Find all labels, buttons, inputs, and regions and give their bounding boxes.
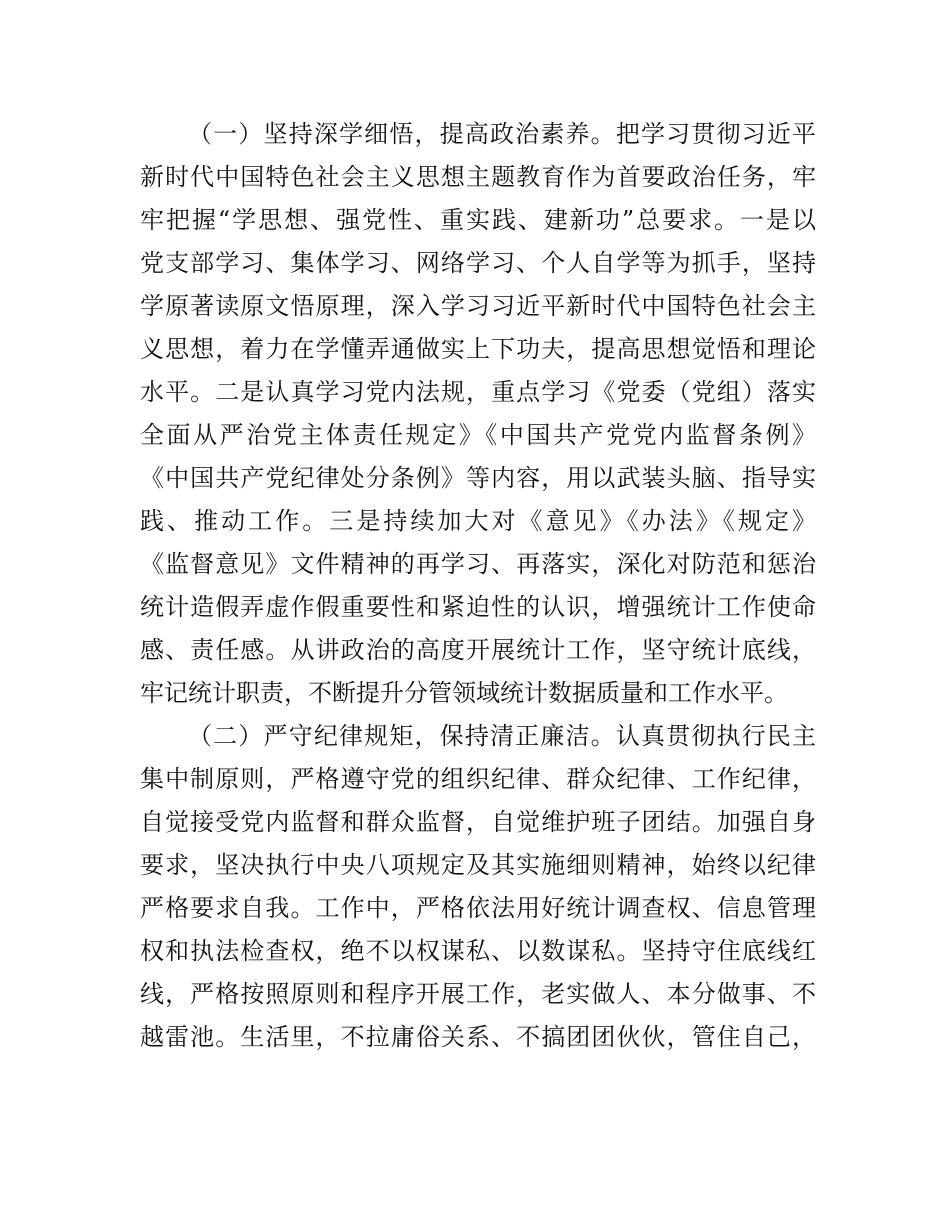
- paragraph-line: 权和执法检查权，绝不以权谋私、以数谋私。坚持守住底线红: [140, 937, 816, 965]
- paragraph-2: [140, 715, 816, 1059]
- paragraph-line: 严格要求自我。工作中，严格依法用好统计调查权、信息管理: [140, 894, 816, 922]
- paragraph-line: 越雷池。生活里，不拉庸俗关系、不搞团团伙伙，管住自己，: [140, 1023, 816, 1051]
- paragraph-line: 义思想，着力在学懂弄通做实上下功夫，提高思想觉悟和理论: [140, 335, 816, 363]
- paragraph-line: 践、推动工作。三是持续加大对《意见》《办法》《规定》: [140, 507, 816, 535]
- paragraph-line: 统计造假弄虚作假重要性和紧迫性的认识，增强统计工作使命: [140, 593, 816, 621]
- paragraph-line: 新时代中国特色社会主义思想主题教育作为首要政治任务，牢: [140, 163, 816, 191]
- paragraph-line: 集中制原则，严格遵守党的组织纪律、群众纪律、工作纪律，: [140, 765, 816, 793]
- paragraph-line: 感、责任感。从讲政治的高度开展统计工作，坚守统计底线，: [140, 636, 816, 664]
- paragraph-line: 牢记统计职责，不断提升分管领域统计数据质量和工作水平。: [140, 679, 788, 707]
- paragraph-1: [140, 113, 816, 715]
- paragraph-line: 全面从严治党主体责任规定》《中国共产党党内监督条例》: [140, 421, 816, 449]
- paragraph-line: 党支部学习、集体学习、网络学习、个人自学等为抓手，坚持: [140, 249, 816, 277]
- paragraph-line: （一）坚持深学细悟，提高政治素养。把学习贯彻习近平: [188, 120, 816, 148]
- paragraph-line: 学原著读原文悟原理，深入学习习近平新时代中国特色社会主: [140, 292, 816, 320]
- paragraph-line: 自觉接受党内监督和群众监督，自觉维护班子团结。加强自身: [140, 808, 816, 836]
- paragraph-line: 《监督意见》文件精神的再学习、再落实，深化对防范和惩治: [140, 550, 816, 578]
- paragraph-line: （二）严守纪律规矩，保持清正廉洁。认真贯彻执行民主: [188, 722, 816, 750]
- paragraph-line: 要求，坚决执行中央八项规定及其实施细则精神，始终以纪律: [140, 851, 816, 879]
- paragraph-line: 牢把握“学思想、强党性、重实践、建新功”总要求。一是以: [140, 206, 816, 234]
- paragraph-line: 《中国共产党纪律处分条例》等内容，用以武装头脑、指导实: [140, 464, 816, 492]
- paragraph-line: 水平。二是认真学习党内法规，重点学习《党委（党组）落实: [140, 378, 816, 406]
- paragraph-line: 线，严格按照原则和程序开展工作，老实做人、本分做事、不: [140, 980, 816, 1008]
- document-body: [140, 113, 816, 1059]
